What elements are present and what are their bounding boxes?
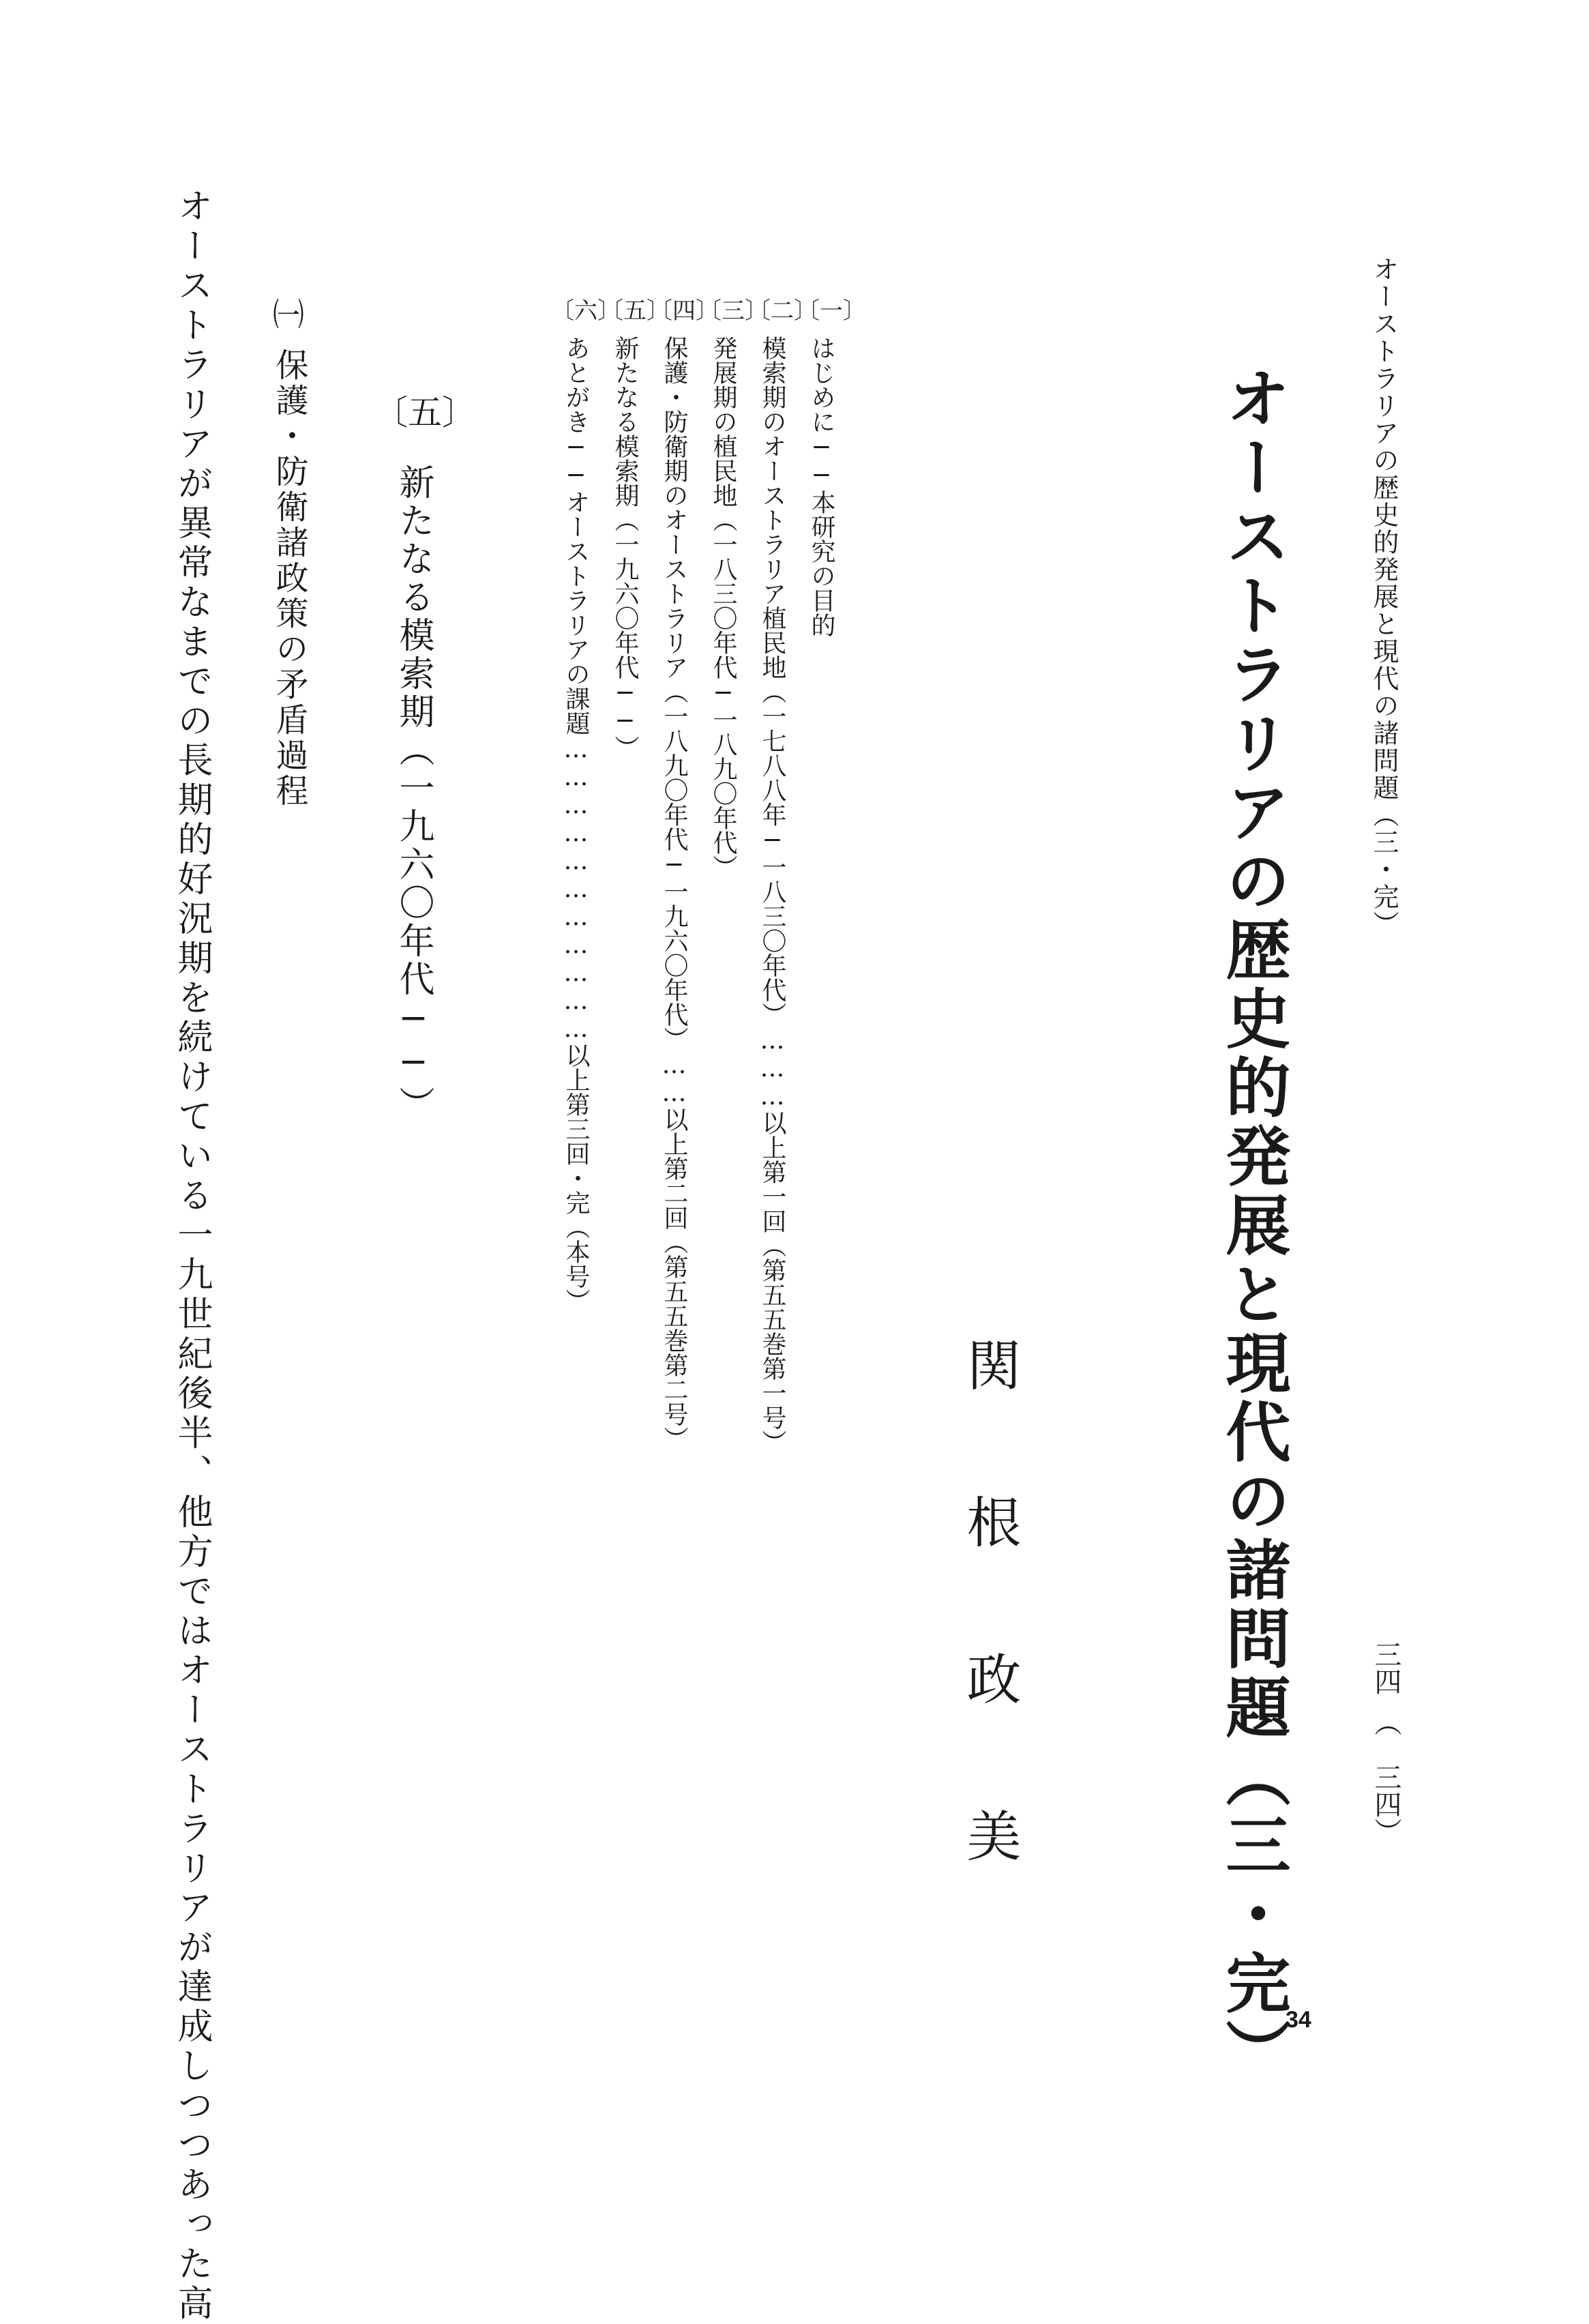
toc-item-number: 〔三〕 xyxy=(698,297,768,325)
toc-item-number: 〔五〕 xyxy=(600,297,670,325)
toc-item-number: 〔二〕 xyxy=(747,297,817,325)
body-text-line: オーストラリアが異常なまでの長期的好況期を続けている一九世紀後半、他方ではオーストラリアが達成しつつあった高 xyxy=(171,188,212,2324)
toc-item xyxy=(600,286,670,1473)
toc-item xyxy=(797,286,866,1473)
toc-item-text: あとがき──オーストラリアの課題……………………………以上第三回・完（本号） xyxy=(562,336,590,1313)
article-title: オーストラリアの歴史的発展と現代の諸問題（三・完） xyxy=(1215,365,1291,2087)
toc-item-text: 保護・防衛期のオーストラリア（一八九〇年代─一九六〇年代）……以上第二回（第五五巻第二号） xyxy=(660,336,688,1451)
table-of-contents xyxy=(491,286,866,1473)
section-number: 〔五〕 xyxy=(374,393,476,432)
page-number: 34 xyxy=(1286,2007,1311,2033)
author-name: 関根政美 xyxy=(957,1337,1021,1965)
toc-item xyxy=(649,286,719,1473)
toc-item-number: 〔四〕 xyxy=(649,297,719,325)
toc-item-text: 発展期の植民地（一八三〇年代─一八九〇年代） xyxy=(709,336,737,879)
toc-item-text: はじめに──本研究の目的 xyxy=(807,336,835,637)
toc-item xyxy=(551,286,621,1473)
toc-item xyxy=(747,286,817,1473)
running-head: オーストラリアの歴史的発展と現代の諸問題（三・完） xyxy=(1369,256,1399,938)
section-title: 新たなる模索期（一九六〇年代──） xyxy=(393,464,434,1124)
subsection-title: 保護・防衛諸政策の矛盾過程 xyxy=(270,348,308,809)
subsection-number: ㈠ xyxy=(273,296,304,333)
page-number-kanji: 三四 （ 三四） xyxy=(1370,1641,1401,1845)
toc-item xyxy=(698,286,768,1473)
toc-item-number: 〔一〕 xyxy=(797,297,866,325)
toc-item-number: 〔六〕 xyxy=(551,297,621,325)
toc-item-text: 新たなる模索期（一九六〇年代──） xyxy=(611,336,639,760)
toc-item-text: 模索期のオーストラリア植民地（一七八八年─一八三〇年代）………以上第一回（第五五巻第一号） xyxy=(758,336,786,1454)
